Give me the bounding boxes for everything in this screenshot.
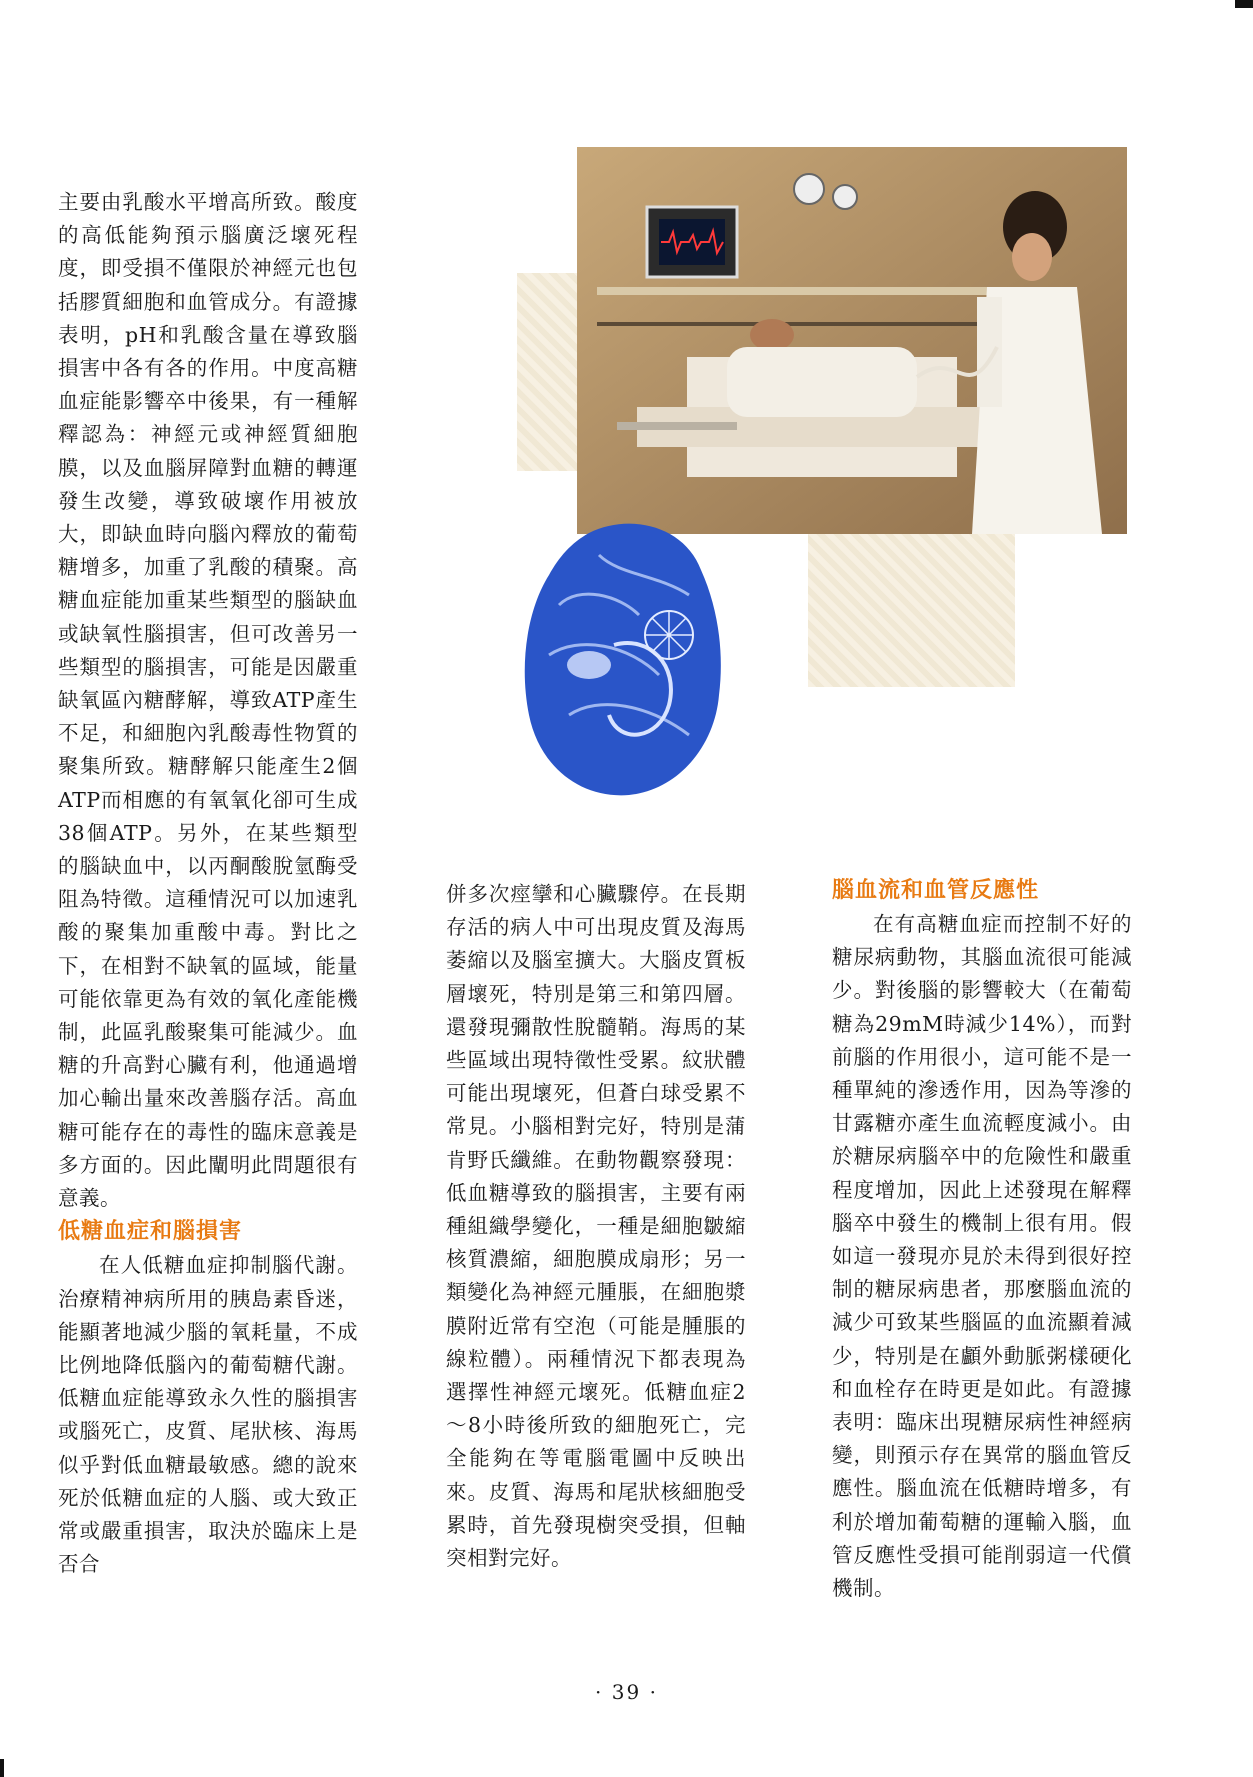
column-3 — [832, 874, 1132, 1605]
hospital-photo — [577, 147, 1127, 534]
column-1-paragraph-2: 在人低糖血症抑制腦代謝。治療精神病所用的胰島素昏迷，能顯著地減少腦的氧耗量，不成比例地降低腦內的葡萄糖代謝。低糖血症能導致永久性的腦損害或腦死亡，皮質、尾狀核、海馬似乎對低血糖最敏感。總的說來死於低糖血症的人腦、或大致正常或嚴重損害，取決於臨床上是否合 — [58, 1253, 358, 1577]
paper-texture-right — [808, 533, 1015, 687]
scan-corner-mark — [0, 1759, 4, 1777]
brain-illustration — [519, 515, 739, 800]
scan-edge-mark — [1235, 0, 1253, 8]
column-3-paragraph-1: 在有高糖血症而控制不好的糖尿病動物，其腦血流很可能減少。對後腦的影響較大（在葡萄糖為29mM時減少14%），而對前腦的作用很小，這可能不是一種單純的滲透作用，因為等滲的甘露糖亦產生血流輕度減小。由於糖尿病腦卒中的危險性和嚴重程度增加，因此上述發現在解釋腦卒中發生的機制上很有用。假如這一發現亦見於未得到很好控制的糖尿病患者，那麼腦血流的減少可致某些腦區的血流顯着減少，特別是在顱外動脈粥樣硬化和血栓存在時更是如此。有證據表明：臨床出現糖尿病性神經病變，則預示存在異常的腦血管反應性。腦血流在低糖時增多，有利於增加葡萄糖的運輸入腦，血管反應性受損可能削弱這一代償機制。 — [832, 912, 1132, 1601]
column-1 — [58, 186, 358, 1581]
column-1-paragraph-1: 主要由乳酸水平增高所致。酸度的高低能夠預示腦廣泛壞死程度，即受損不僅限於神經元也包括膠質細胞和血管成分。有證據表明，pH和乳酸含量在導致腦損害中各有各的作用。中度高糖血症能影響卒中後果，有一種解釋認為：神經元或神經質細胞膜，以及血腦屏障對血糖的轉運發生改變，導致破壞作用被放大，即缺血時向腦內釋放的葡萄糖增多，加重了乳酸的積聚。高糖血症能加重某些類型的腦缺血或缺氧性腦損害，但可改善另一些類型的腦損害，可能是因嚴重缺氧區內糖酵解，導致ATP產生不足，和細胞內乳酸毒性物質的聚集所致。糖酵解只能產生2個ATP而相應的有氧氧化卻可生成38個ATP。另外，在某些類型的腦缺血中，以丙酮酸脫氫酶受阻為特徵。這種情況可以加速乳酸的聚集加重酸中毒。對比之下，在相對不缺氧的區域，能量可能依靠更為有效的氧化產能機制，此區乳酸聚集可能減少。血糖的升高對心臟有利，他通過增加心輸出量來改善腦存活。高血糖可能存在的毒性的臨床意義是多方面的。因此闡明此問題很有意義。 — [58, 190, 358, 1211]
column-2 — [446, 878, 746, 1575]
column-2-paragraph-1: 併多次痙攣和心臟驟停。在長期存活的病人中可出現皮質及海馬萎縮以及腦室擴大。大腦皮質板層壞死，特別是第三和第四層。還發現彌散性脫髓鞘。海馬的某些區域出現特徵性受累。紋狀體可能出現壞死，但蒼白球受累不常見。小腦相對完好，特別是蒲肯野氏纖維。在動物觀察發現：低血糖導致的腦損害，主要有兩種組織學變化，一種是細胞皺縮核質濃縮，細胞膜成扇形；另一類變化為神經元腫脹，在細胞漿膜附近常有空泡（可能是腫脹的線粒體）。兩種情況下都表現為選擇性神經元壞死。低糖血症2～8小時後所致的細胞死亡，完全能夠在等電腦電圖中反映出來。皮質、海馬和尾狀核細胞受累時，首先發現樹突受損，但軸突相對完好。 — [446, 882, 746, 1571]
page-number: · 39 · — [595, 1680, 658, 1704]
heading-cerebral-blood-flow: 腦血流和血管反應性 — [832, 878, 1040, 903]
heading-hypoglycemia-brain-damage: 低糖血症和腦損害 — [58, 1219, 243, 1245]
